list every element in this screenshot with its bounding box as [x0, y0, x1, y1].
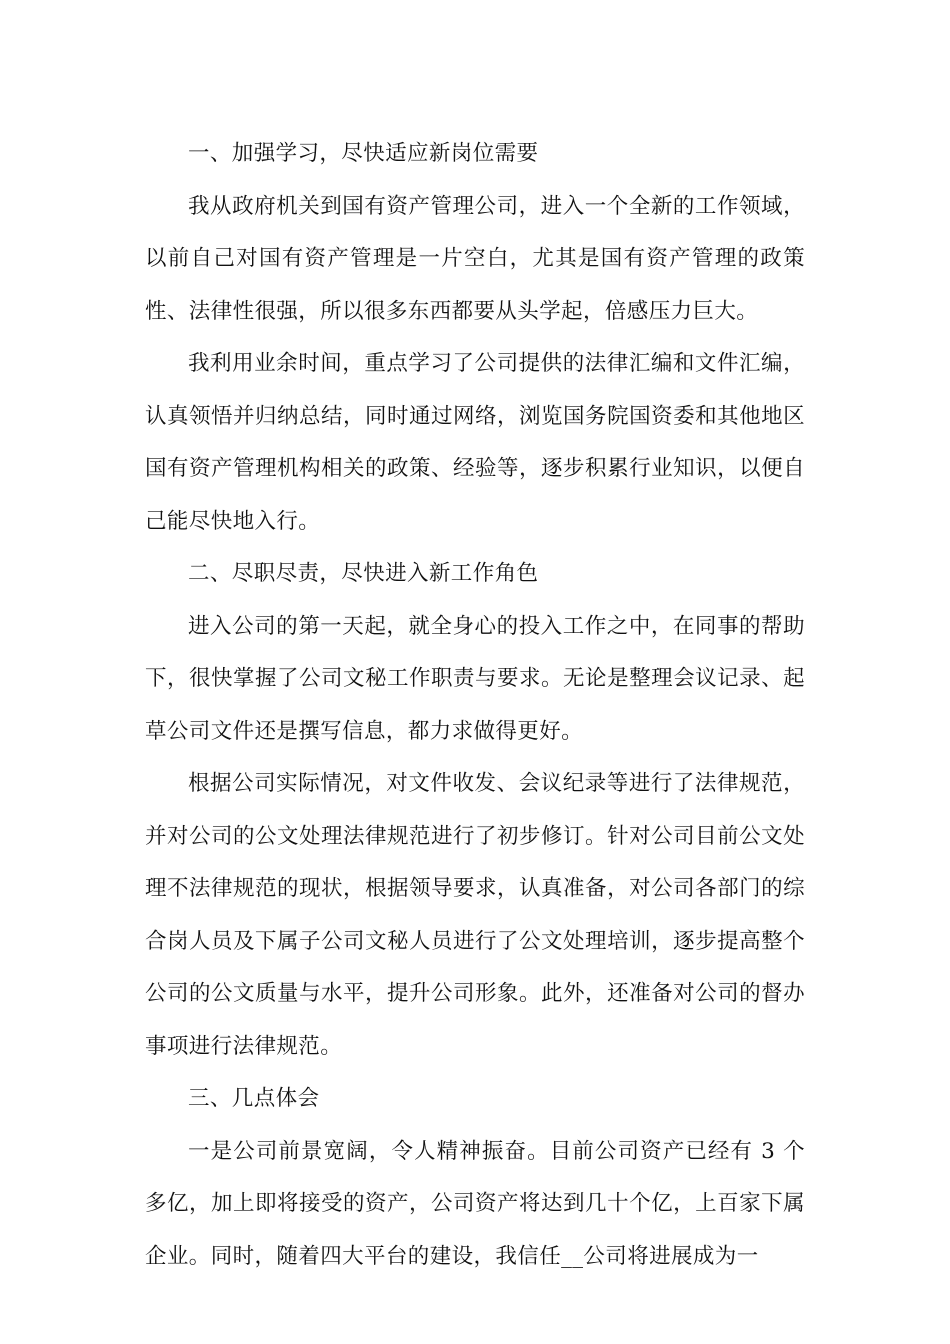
paragraph: 我从政府机关到国有资产管理公司，进入一个全新的工作领域，以前自己对国有资产管理是一片空白，尤其是国有资产管理的政策性、法律性很强，所以很多东西都要从头学起，倍感压力巨大。	[145, 193, 805, 324]
section-heading-3: 三、几点体会	[188, 1086, 320, 1111]
paragraph: 根据公司实际情况，对文件收发、会议纪录等进行了法律规范，并对公司的公文处理法律规范进行了初步修订。针对公司目前公文处理不法律规范的现状，根据领导要求，认真准备，对公司各部门的综合岗人员及下属子公司文秘人员进行了公文处理培训，逐步提高整个公司的公文质量与水平，提升公司形象。此外，还准备对公司的督办事项进行法律规范。	[145, 771, 805, 1059]
document-body	[145, 128, 805, 1283]
paragraph: 一是公司前景宽阔，令人精神振奋。目前公司资产已经有 3 个多亿，加上即将接受的资产，公司资产将达到几十个亿，上百家下属企业。同时，随着四大平台的建设，我信任__公司将进展成为一	[145, 1138, 805, 1269]
paragraph: 进入公司的第一天起，就全身心的投入工作之中，在同事的帮助下，很快掌握了公司文秘工作职责与要求。无论是整理会议记录、起草公司文件还是撰写信息，都力求做得更好。	[145, 613, 805, 744]
paragraph: 我利用业余时间，重点学习了公司提供的法律汇编和文件汇编，认真领悟并归纳总结，同时通过网络，浏览国务院国资委和其他地区国有资产管理机构相关的政策、经验等，逐步积累行业知识，以便自己能尽快地入行。	[145, 351, 805, 534]
section-heading-1: 一、加强学习，尽快适应新岗位需要	[188, 141, 539, 166]
section-heading-2: 二、尽职尽责，尽快进入新工作角色	[188, 561, 539, 586]
